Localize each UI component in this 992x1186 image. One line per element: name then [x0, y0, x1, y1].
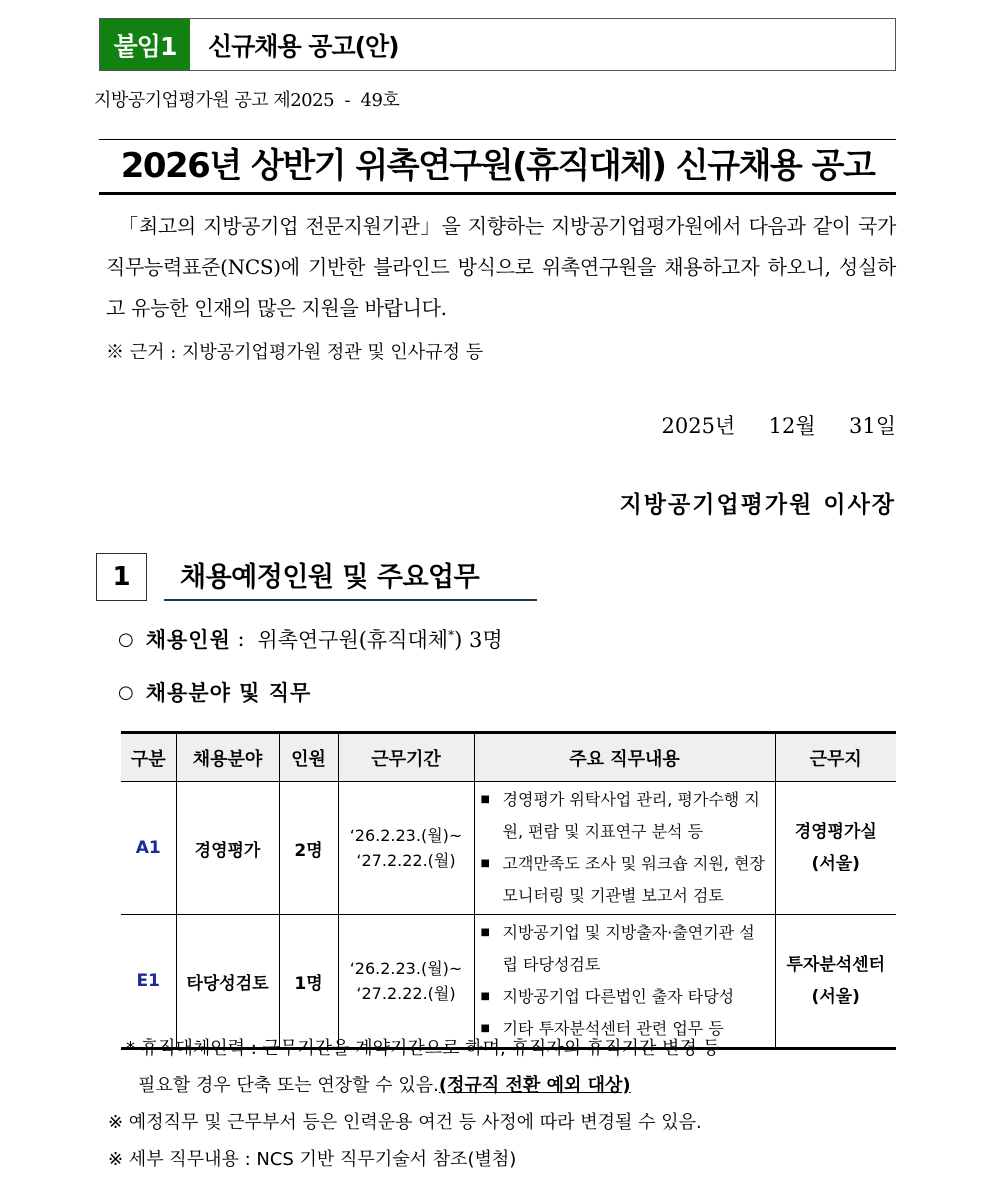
period-end: ‘27.2.22.(월)	[356, 984, 456, 1003]
duty-item	[481, 917, 769, 981]
period-end: ‘27.2.22.(월)	[356, 851, 456, 870]
period-start: ‘26.2.23.(월)~	[349, 959, 463, 978]
table-row	[121, 915, 896, 1049]
row-place	[775, 782, 896, 915]
separator: :	[230, 627, 252, 651]
duty-item	[481, 848, 769, 912]
col-header: 근무지	[775, 733, 896, 782]
section-underline	[164, 599, 537, 601]
attachment-title: 신규채용 공고(안)	[208, 31, 399, 61]
section-number: 1	[96, 553, 147, 601]
square-bullet-icon: ■	[480, 991, 490, 1002]
duty-text: 고객만족도 조사 및 워크숍 지원, 현장 모니터링 및 기관별 보고서 검토	[502, 854, 765, 905]
notice-date: 2025년 12월 31일	[661, 414, 896, 438]
col-header: 인원	[279, 733, 338, 782]
title-rule-top	[99, 139, 896, 140]
basis-note: ※ 근거 : 지방공기업평가원 정관 및 인사규정 등	[106, 342, 484, 363]
intro-text	[106, 206, 896, 329]
footnote-marker: *	[448, 628, 455, 642]
duty-item	[481, 981, 769, 1013]
row-field: 경영평가	[176, 782, 279, 915]
intro-paragraph: 「최고의 지방공기업 전문지원기관」을 지향하는 지방공기업평가원에서 다음과 같이 국가직무능력표준(NCS)에 기반한 블라인드 방식으로 위촉연구원을 채용하고자 하오니, 성실하고 유능한 인재의 많은 지원을 바랍니다.	[106, 214, 896, 320]
place-name: 경영평가실	[794, 822, 877, 842]
jobs-table	[121, 731, 896, 1050]
square-bullet-icon: ■	[480, 927, 490, 938]
square-bullet-icon: ■	[480, 858, 490, 869]
headcount-value-text: 위촉연구원(휴직대체	[257, 628, 449, 652]
duty-item	[481, 784, 769, 848]
section-title: 채용예정인원 및 주요업무	[180, 562, 480, 593]
row-duties	[474, 915, 775, 1049]
col-header: 구분	[121, 733, 176, 782]
period-start: ‘26.2.23.(월)~	[349, 826, 463, 845]
duty-text: 경영평가 위탁사업 관리, 평가수행 지원, 편람 및 지표연구 분석 등	[502, 790, 760, 841]
place-city: (서울)	[811, 987, 860, 1007]
col-header: 근무기간	[338, 733, 474, 782]
footnote-star: * 휴직대체인력 : 근무기간을 계약기간으로 하며, 휴직자의 휴직기간 변경 등	[126, 1038, 720, 1059]
duty-text: 기타 투자분석센터 관련 업무 등	[502, 1019, 724, 1038]
row-place	[775, 915, 896, 1049]
square-bullet-icon: ■	[480, 1023, 490, 1034]
footnote-star-cont-text: 필요할 경우 단축 또는 연장할 수 있음.	[138, 1075, 439, 1096]
headcount-value-end: ) 3명	[454, 628, 503, 652]
circle-bullet-icon: ○	[118, 628, 134, 650]
notice-number: 지방공기업평가원 공고 제2025 - 49호	[94, 90, 400, 111]
footnote-star-cont	[108, 1067, 898, 1104]
signer: 지방공기업평가원 이사장	[619, 491, 896, 518]
row-count: 1명	[279, 915, 338, 1049]
col-header: 주요 직무내용	[474, 733, 775, 782]
duty-text: 지방공기업 다른법인 출자 타당성	[502, 987, 735, 1006]
footnote-emphasis: (정규직 전환 예외 대상)	[438, 1075, 631, 1096]
title-rule-bottom	[99, 192, 896, 195]
table-row	[121, 782, 896, 915]
footnote-note1: ※ 예정직무 및 근무부서 등은 인력운용 여건 등 사정에 따라 변경될 수 있음.	[108, 1112, 702, 1133]
place-name: 투자분석센터	[786, 955, 886, 975]
square-bullet-icon: ■	[480, 794, 490, 805]
duty-text: 지방공기업 및 지방출자·출연기관 설립 타당성검토	[502, 923, 755, 974]
row-period	[338, 915, 474, 1049]
row-code: E1	[121, 915, 176, 1049]
row-count: 2명	[279, 782, 338, 915]
footnotes	[108, 1030, 898, 1178]
page-title: 2026년 상반기 위촉연구원(휴직대체) 신규채용 공고	[120, 146, 875, 186]
place-city: (서울)	[811, 854, 860, 874]
bullet-headcount	[118, 624, 503, 654]
headcount-value	[257, 624, 502, 654]
row-code: A1	[121, 782, 176, 915]
attachment-header	[99, 18, 896, 71]
table-header-row	[121, 733, 896, 782]
headcount-label: 채용인원	[145, 627, 231, 652]
circle-bullet-icon: ○	[118, 681, 134, 703]
row-field: 타당성검토	[176, 915, 279, 1049]
row-duties	[474, 782, 775, 915]
row-period	[338, 782, 474, 915]
footnote-note2: ※ 세부 직무내용 : NCS 기반 직무기술서 참조(별첨)	[108, 1149, 517, 1170]
col-header: 채용분야	[176, 733, 279, 782]
fields-label: 채용분야 및 직무	[145, 680, 312, 705]
attachment-badge: 붙임1	[100, 19, 190, 70]
bullet-fields	[118, 677, 311, 707]
